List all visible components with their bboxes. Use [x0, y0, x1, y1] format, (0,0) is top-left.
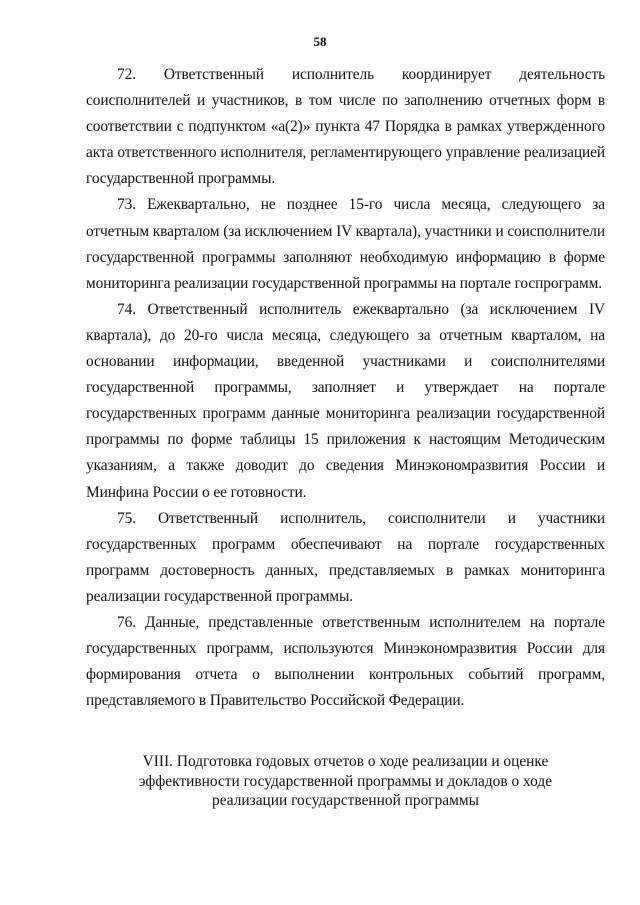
paragraph-line: 74. Ответственный исполнитель ежеквартально (за исключением	[117, 300, 578, 318]
paragraph-line: в соответствии с подпунктом «а(2)» пункта 47 Порядка в рамках утвержденного	[86, 92, 605, 136]
section-heading-line: реализации государственной программы	[212, 792, 479, 809]
paragraph-line: на основании информации, введенной участниками и соисполнителями	[86, 326, 606, 371]
paragraph-line: информацию в форме мониторинга реализации государственной программы	[86, 248, 606, 292]
paragraph-line: реализации государственной программы.	[86, 587, 354, 605]
paragraph-line: за отчетным кварталом (за исключением IV квартала), участники	[86, 196, 605, 240]
paragraph-line: 75. Ответственный исполнитель, соисполнители и участники	[117, 509, 605, 527]
paragraph-line: 73. Ежеквартально, не позднее 15-го числа месяца, следующего	[117, 196, 582, 214]
paragraph-line: и соисполнители государственной программы заполняют необходимую	[86, 222, 605, 266]
paragraph-line: и Минфина России о ее готовности.	[86, 457, 606, 501]
paragraph-73	[86, 192, 605, 296]
paragraph-72	[86, 62, 605, 192]
paragraph-line: 72. Ответственный исполнитель координирует деятельность	[117, 66, 605, 83]
paragraph-74	[86, 297, 605, 506]
paragraph-line: государственных программ данные мониторинга реализации государственной	[86, 405, 605, 423]
paragraph-line: соисполнителей и участников, в том числе по заполнению отчетных форм	[86, 92, 592, 110]
section-heading-viii	[86, 752, 605, 811]
paragraph-line: государственных программ, используются Минэкономразвития России	[86, 640, 573, 658]
paragraph-75	[86, 506, 605, 610]
page-number: 58	[313, 34, 327, 49]
paragraph-76	[86, 610, 605, 714]
paragraph-line: указаниям, а также доводит до сведения Минэкономразвития России	[86, 457, 586, 475]
paragraph-line: государственной программы.	[86, 170, 276, 188]
section-heading-line: VIII. Подготовка годовых отчетов о ходе реализации и оценке	[142, 753, 549, 770]
paragraph-line: программы по форме таблицы 15 приложения к настоящим Методическим	[86, 431, 605, 449]
section-heading-line: эффективности государственной программы и докладов о ходе	[138, 772, 553, 790]
paragraph-line: представляемого в Правительство Российской Федерации.	[86, 692, 465, 710]
paragraph-line: акта ответственного исполнителя, регламентирующего управление реализацией	[86, 144, 605, 162]
paragraph-line: IV квартала), до 20-го числа месяца, следующего за отчетным кварталом,	[86, 300, 605, 344]
paragraph-line: 76. Данные, представленные ответственным исполнителем на портале	[117, 613, 605, 631]
paragraph-line: на портале госпрограмм.	[441, 274, 603, 292]
paragraph-line: программ достоверность данных, представляемых в рамках мониторинга	[86, 561, 605, 579]
paragraph-line: государственной программы, заполняет и утверждает на портале	[86, 379, 605, 397]
paragraph-line: государственных программ обеспечивают на портале государственных	[86, 535, 605, 553]
document-body	[86, 62, 605, 714]
paragraph-line: для формирования отчета о выполнении контрольных событий программ,	[86, 640, 605, 684]
